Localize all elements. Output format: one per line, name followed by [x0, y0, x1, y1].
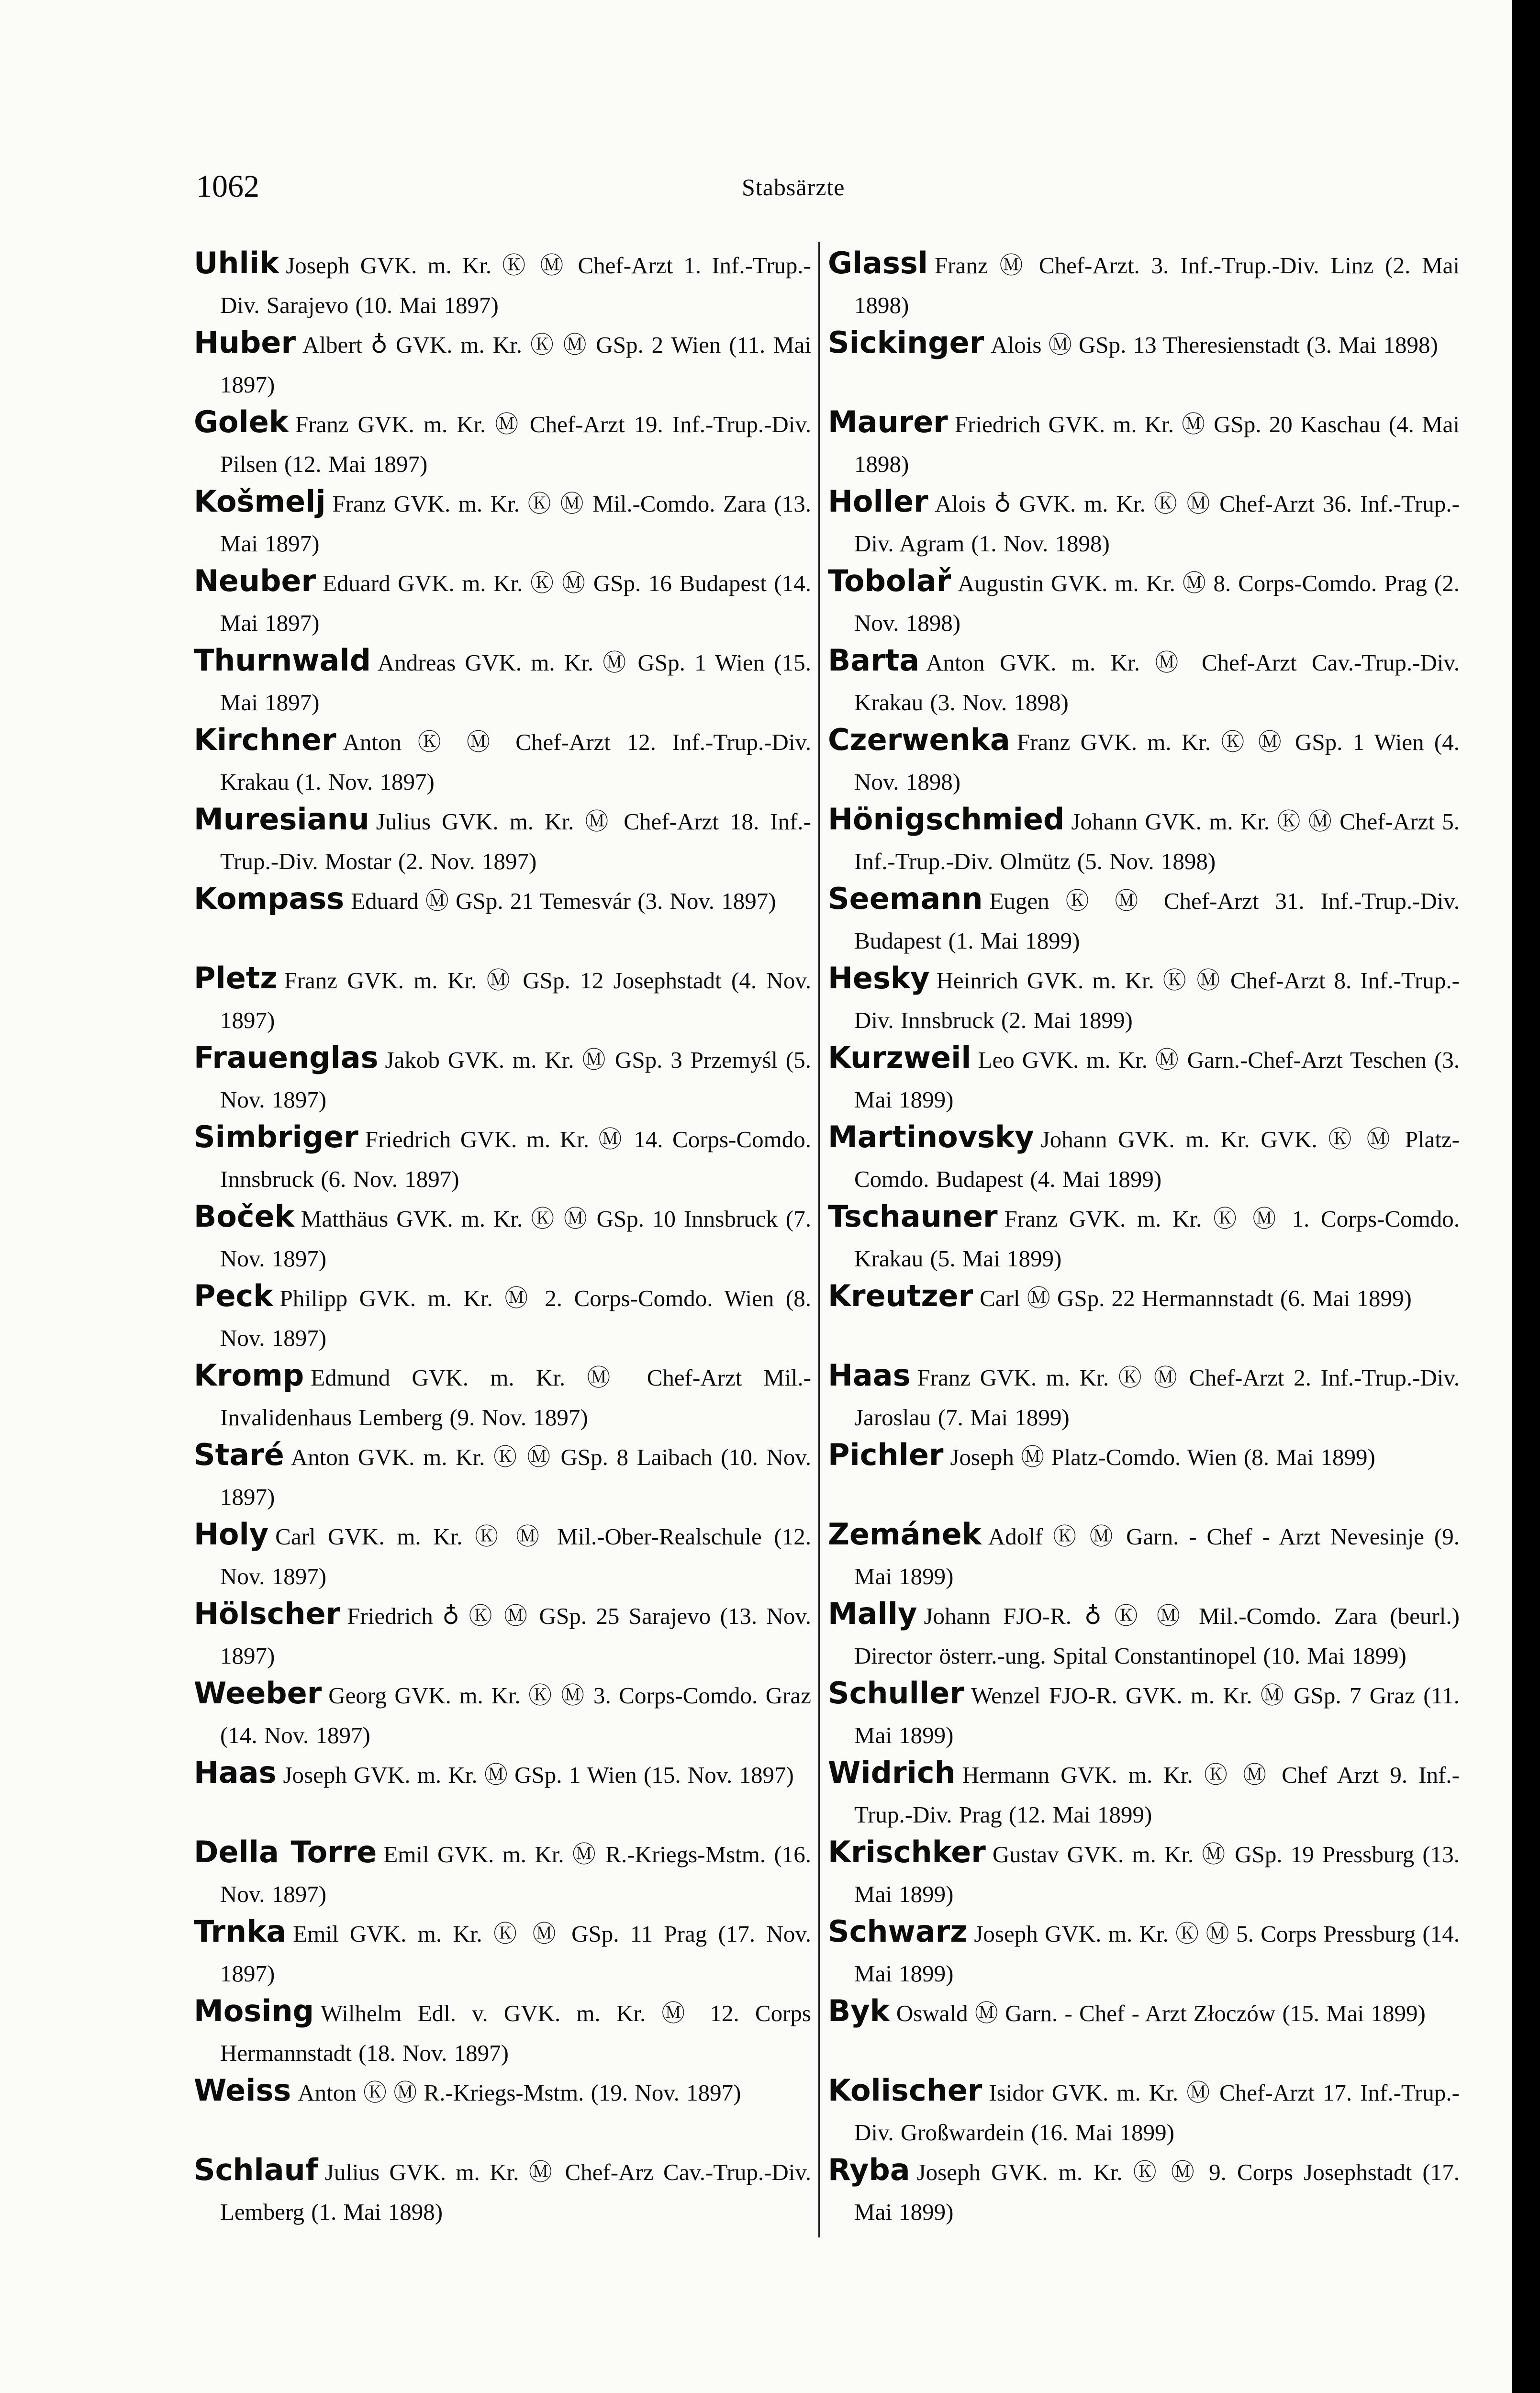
entry-surname: Barta: [828, 643, 920, 678]
entry-surname: Thurnwald: [194, 643, 371, 678]
register-entry: [828, 720, 1460, 799]
entry-surname: Holy: [194, 1517, 269, 1552]
page-header: [196, 168, 876, 212]
entry-details: Jakob GVK. m. Kr. Ⓜ GSp. 3 Przemyśl (5. Nov. 1897): [220, 1047, 811, 1113]
register-entry: [828, 323, 1460, 402]
entry-details: Carl GVK. m. Kr. Ⓚ Ⓜ Mil.-Ober-Realschule (12. Nov. 1897): [220, 1523, 811, 1589]
register-entry: [828, 243, 1460, 323]
register-entry: [194, 1594, 811, 1673]
entry-details: Matthäus GVK. m. Kr. Ⓚ Ⓜ GSp. 10 Innsbruck (7. Nov. 1897): [220, 1206, 811, 1272]
entry-details: Edmund GVK. m. Kr. Ⓜ Chef-Arzt Mil.-Invalidenhaus Lemberg (9. Nov. 1897): [220, 1364, 811, 1431]
entry-surname: Kompass: [194, 881, 345, 916]
entry-details: Franz GVK. m. Kr. Ⓜ Chef-Arzt 19. Inf.-Trup.-Div. Pilsen (12. Mai 1897): [220, 411, 811, 477]
entry-details: Leo GVK. m. Kr. Ⓜ Garn.-Chef-Arzt Teschen (3. Mai 1899): [854, 1047, 1460, 1113]
register-entry: [828, 1753, 1460, 1832]
entry-surname: Zemánek: [828, 1517, 982, 1552]
register-entry: [828, 640, 1460, 720]
entry-details: Eduard Ⓜ GSp. 21 Temesvár (3. Nov. 1897): [351, 888, 776, 914]
register-entry: [194, 323, 811, 402]
register-entry: [194, 2070, 811, 2150]
entry-details: Franz GVK. m. Kr. Ⓚ Ⓜ Chef-Arzt 2. Inf.-Trup.-Div. Jaroslau (7. Mai 1899): [854, 1364, 1460, 1431]
entry-surname: Schwarz: [828, 1914, 968, 1949]
register-entry: [194, 402, 811, 481]
register-entry: [828, 1038, 1460, 1117]
register-entry: [194, 2150, 811, 2229]
register-entry: [194, 481, 811, 561]
register-entry: [194, 958, 811, 1038]
entry-surname: Golek: [194, 404, 289, 439]
register-entry: [828, 1117, 1460, 1196]
register-entry: [194, 1673, 811, 1753]
register-entry: [194, 1753, 811, 1832]
entry-surname: Schlauf: [194, 2152, 318, 2187]
register-entry: [194, 640, 811, 720]
entry-details: Franz GVK. m. Kr. Ⓜ GSp. 12 Josephstadt (4. Nov. 1897): [220, 967, 811, 1033]
register-entry: [828, 2070, 1460, 2150]
entry-details: Alois Ⓜ GSp. 13 Theresienstadt (3. Mai 1898): [991, 332, 1438, 358]
register-entry: [194, 1912, 811, 1991]
entry-surname: Widrich: [828, 1755, 956, 1790]
entry-surname: Simbriger: [194, 1119, 358, 1154]
register-entry: [828, 799, 1460, 879]
entry-details: Adolf Ⓚ Ⓜ Garn. - Chef - Arzt Nevesinje (9. Mai 1899): [854, 1523, 1460, 1589]
entry-details: Franz GVK. m. Kr. Ⓚ Ⓜ GSp. 1 Wien (4. Nov. 1898): [854, 729, 1460, 795]
entry-details: Joseph GVK. m. Kr. Ⓜ GSp. 1 Wien (15. Nov. 1897): [283, 1762, 794, 1788]
register-entry: [194, 561, 811, 640]
right-column: [828, 243, 1460, 2229]
register-entry: [828, 1514, 1460, 1594]
register-entry: [194, 1991, 811, 2070]
register-entry: [194, 1196, 811, 1276]
entry-details: Oswald Ⓜ Garn. - Chef - Arzt Złoczów (15. Mai 1899): [896, 2000, 1426, 2026]
entry-details: Eduard GVK. m. Kr. Ⓚ Ⓜ GSp. 16 Budapest (14. Mai 1897): [220, 570, 811, 636]
running-head: Stabsärzte: [742, 174, 845, 201]
entry-surname: Martinovsky: [828, 1119, 1034, 1154]
entry-surname: Holler: [828, 484, 928, 519]
entry-surname: Kolischer: [828, 2073, 982, 2108]
entry-surname: Kirchner: [194, 722, 336, 757]
entry-details: Franz GVK. m. Kr. Ⓚ Ⓜ 1. Corps-Comdo. Krakau (5. Mai 1899): [854, 1206, 1460, 1272]
entry-surname: Ryba: [828, 2152, 910, 2187]
register-entry: [194, 1038, 811, 1117]
entry-surname: Weiss: [194, 2073, 291, 2108]
entry-details: Franz Ⓜ Chef-Arzt. 3. Inf.-Trup.-Div. Linz (2. Mai 1898): [854, 252, 1460, 318]
entry-surname: Boček: [194, 1199, 294, 1234]
entry-details: Johann GVK. m. Kr. GVK. Ⓚ Ⓜ Platz-Comdo. Budapest (4. Mai 1899): [854, 1126, 1460, 1192]
entry-surname: Tobolař: [828, 563, 951, 598]
entry-details: Johann FJO-R. ♁ Ⓚ Ⓜ Mil.-Comdo. Zara (beurl.) Director österr.-ung. Spital Constantinopel (10. Mai 1899): [854, 1603, 1460, 1669]
entry-surname: Schuller: [828, 1676, 964, 1711]
register-entry: [194, 879, 811, 958]
entry-surname: Sickinger: [828, 325, 984, 360]
register-entry: [828, 1991, 1460, 2070]
entry-details: Anton GVK. m. Kr. Ⓜ Chef-Arzt Cav.-Trup.-Div. Krakau (3. Nov. 1898): [854, 649, 1460, 716]
register-entry: [194, 1117, 811, 1196]
register-entry: [194, 720, 811, 799]
entry-details: Franz GVK. m. Kr. Ⓚ Ⓜ Mil.-Comdo. Zara (13. Mai 1897): [220, 491, 811, 557]
register-entry: [194, 1514, 811, 1594]
entry-surname: Czerwenka: [828, 722, 1010, 757]
entry-details: Eugen Ⓚ Ⓜ Chef-Arzt 31. Inf.-Trup.-Div. Budapest (1. Mai 1899): [854, 888, 1460, 954]
register-entry: [828, 1196, 1460, 1276]
entry-details: Joseph Ⓜ Platz-Comdo. Wien (8. Mai 1899): [950, 1444, 1375, 1470]
entry-surname: Seemann: [828, 881, 983, 916]
register-entry: [828, 1276, 1460, 1355]
entry-details: Johann GVK. m. Kr. Ⓚ Ⓜ Chef-Arzt 5. Inf.-Trup.-Div. Olmütz (5. Nov. 1898): [854, 808, 1460, 874]
register-entry: [194, 799, 811, 879]
entry-surname: Glassl: [828, 246, 928, 280]
entry-details: Anton GVK. m. Kr. Ⓚ Ⓜ GSp. 8 Laibach (10. Nov. 1897): [220, 1444, 811, 1510]
register-entry: [828, 958, 1460, 1038]
entry-details: Augustin GVK. m. Kr. Ⓜ 8. Corps-Comdo. Prag (2. Nov. 1898): [854, 570, 1460, 636]
page-number: 1062: [196, 169, 259, 204]
entry-surname: Pletz: [194, 961, 278, 995]
entry-surname: Byk: [828, 1993, 890, 2028]
entry-surname: Hölscher: [194, 1596, 341, 1631]
entry-details: Joseph GVK. m. Kr. Ⓚ Ⓜ 9. Corps Josephstadt (17. Mai 1899): [854, 2159, 1460, 2225]
left-column: [194, 243, 811, 2229]
entry-surname: Peck: [194, 1278, 273, 1313]
entry-details: Andreas GVK. m. Kr. Ⓜ GSp. 1 Wien (15. Mai 1897): [220, 649, 811, 716]
entry-surname: Tschauner: [828, 1199, 998, 1234]
entry-details: Hermann GVK. m. Kr. Ⓚ Ⓜ Chef Arzt 9. Inf.-Trup.-Div. Prag (12. Mai 1899): [854, 1762, 1460, 1828]
entry-details: Gustav GVK. m. Kr. Ⓜ GSp. 19 Pressburg (13. Mai 1899): [854, 1841, 1460, 1907]
register-entry: [828, 561, 1460, 640]
register-entry: [828, 1435, 1460, 1514]
entry-details: Georg GVK. m. Kr. Ⓚ Ⓜ 3. Corps-Comdo. Graz (14. Nov. 1897): [220, 1682, 811, 1748]
entry-surname: Kromp: [194, 1358, 304, 1393]
register-entry: [194, 1276, 811, 1355]
entry-details: Julius GVK. m. Kr. Ⓜ Chef-Arz Cav.-Trup.-Div. Lemberg (1. Mai 1898): [220, 2159, 811, 2225]
column-divider: [818, 242, 820, 2237]
entry-surname: Mosing: [194, 1993, 314, 2028]
entry-surname: Pichler: [828, 1437, 944, 1472]
entry-surname: Haas: [194, 1755, 277, 1790]
entry-surname: Hönigschmied: [828, 802, 1065, 837]
register-entry: [828, 402, 1460, 481]
entry-surname: Neuber: [194, 563, 316, 598]
entry-details: Heinrich GVK. m. Kr. Ⓚ Ⓜ Chef-Arzt 8. Inf.-Trup.-Div. Innsbruck (2. Mai 1899): [854, 967, 1460, 1033]
entry-details: Anton Ⓚ Ⓜ R.-Kriegs-Mstm. (19. Nov. 1897): [298, 2080, 741, 2106]
entry-details: Alois ♁ GVK. m. Kr. Ⓚ Ⓜ Chef-Arzt 36. Inf.-Trup.-Div. Agram (1. Nov. 1898): [854, 491, 1460, 557]
entry-details: Wenzel FJO-R. GVK. m. Kr. Ⓜ GSp. 7 Graz (11. Mai 1899): [854, 1682, 1460, 1748]
entry-details: Anton Ⓚ Ⓜ Chef-Arzt 12. Inf.-Trup.-Div. Krakau (1. Nov. 1897): [220, 729, 811, 795]
entry-surname: Della Torre: [194, 1834, 377, 1869]
entry-details: Joseph GVK. m. Kr. Ⓚ Ⓜ 5. Corps Pressburg (14. Mai 1899): [854, 1921, 1460, 1987]
entry-details: Friedrich GVK. m. Kr. Ⓜ GSp. 20 Kaschau (4. Mai 1898): [854, 411, 1460, 477]
register-entry: [194, 1355, 811, 1435]
entry-surname: Muresianu: [194, 802, 369, 837]
entry-surname: Kurzweil: [828, 1040, 971, 1075]
entry-surname: Huber: [194, 325, 296, 360]
register-entry: [828, 1594, 1460, 1673]
entry-details: Philipp GVK. m. Kr. Ⓜ 2. Corps-Comdo. Wien (8. Nov. 1897): [220, 1285, 811, 1351]
entry-surname: Krischker: [828, 1834, 986, 1869]
entry-details: Friedrich GVK. m. Kr. Ⓜ 14. Corps-Comdo. Innsbruck (6. Nov. 1897): [220, 1126, 811, 1192]
entry-details: Emil GVK. m. Kr. Ⓚ Ⓜ GSp. 11 Prag (17. Nov. 1897): [220, 1921, 811, 1987]
entry-details: Carl Ⓜ GSp. 22 Hermannstadt (6. Mai 1899): [980, 1285, 1412, 1311]
entry-surname: Mally: [828, 1596, 917, 1631]
entry-surname: Košmelj: [194, 484, 326, 519]
register-entry: [828, 481, 1460, 561]
entry-surname: Frauenglas: [194, 1040, 379, 1075]
register-entry: [194, 243, 811, 323]
entry-surname: Weeber: [194, 1676, 322, 1711]
entry-surname: Trnka: [194, 1914, 287, 1949]
entry-details: Julius GVK. m. Kr. Ⓜ Chef-Arzt 18. Inf.-Trup.-Div. Mostar (2. Nov. 1897): [220, 808, 811, 874]
register-entry: [828, 1673, 1460, 1753]
entry-surname: Hesky: [828, 961, 930, 995]
entry-details: Emil GVK. m. Kr. Ⓜ R.-Kriegs-Mstm. (16. Nov. 1897): [220, 1841, 811, 1907]
entry-details: Albert ♁ GVK. m. Kr. Ⓚ Ⓜ GSp. 2 Wien (11. Mai 1897): [220, 332, 811, 398]
register-entry: [828, 879, 1460, 958]
entry-surname: Uhlik: [194, 246, 279, 280]
entry-surname: Kreutzer: [828, 1278, 973, 1313]
entry-details: Joseph GVK. m. Kr. Ⓚ Ⓜ Chef-Arzt 1. Inf.-Trup.-Div. Sarajevo (10. Mai 1897): [220, 252, 811, 318]
entry-surname: Staré: [194, 1437, 284, 1472]
entry-details: Friedrich ♁ Ⓚ Ⓜ GSp. 25 Sarajevo (13. Nov. 1897): [220, 1603, 811, 1669]
entry-details: Wilhelm Edl. v. GVK. m. Kr. Ⓜ 12. Corps Hermannstadt (18. Nov. 1897): [220, 2000, 811, 2066]
entry-surname: Haas: [828, 1358, 911, 1393]
register-entry: [828, 1832, 1460, 1912]
entry-surname: Maurer: [828, 404, 948, 439]
entry-details: Isidor GVK. m. Kr. Ⓜ Chef-Arzt 17. Inf.-Trup.-Div. Großwardein (16. Mai 1899): [854, 2080, 1460, 2146]
register-entry: [828, 2150, 1460, 2229]
register-entry: [828, 1912, 1460, 1991]
register-entry: [194, 1435, 811, 1514]
register-entry: [194, 1832, 811, 1912]
register-entry: [828, 1355, 1460, 1435]
